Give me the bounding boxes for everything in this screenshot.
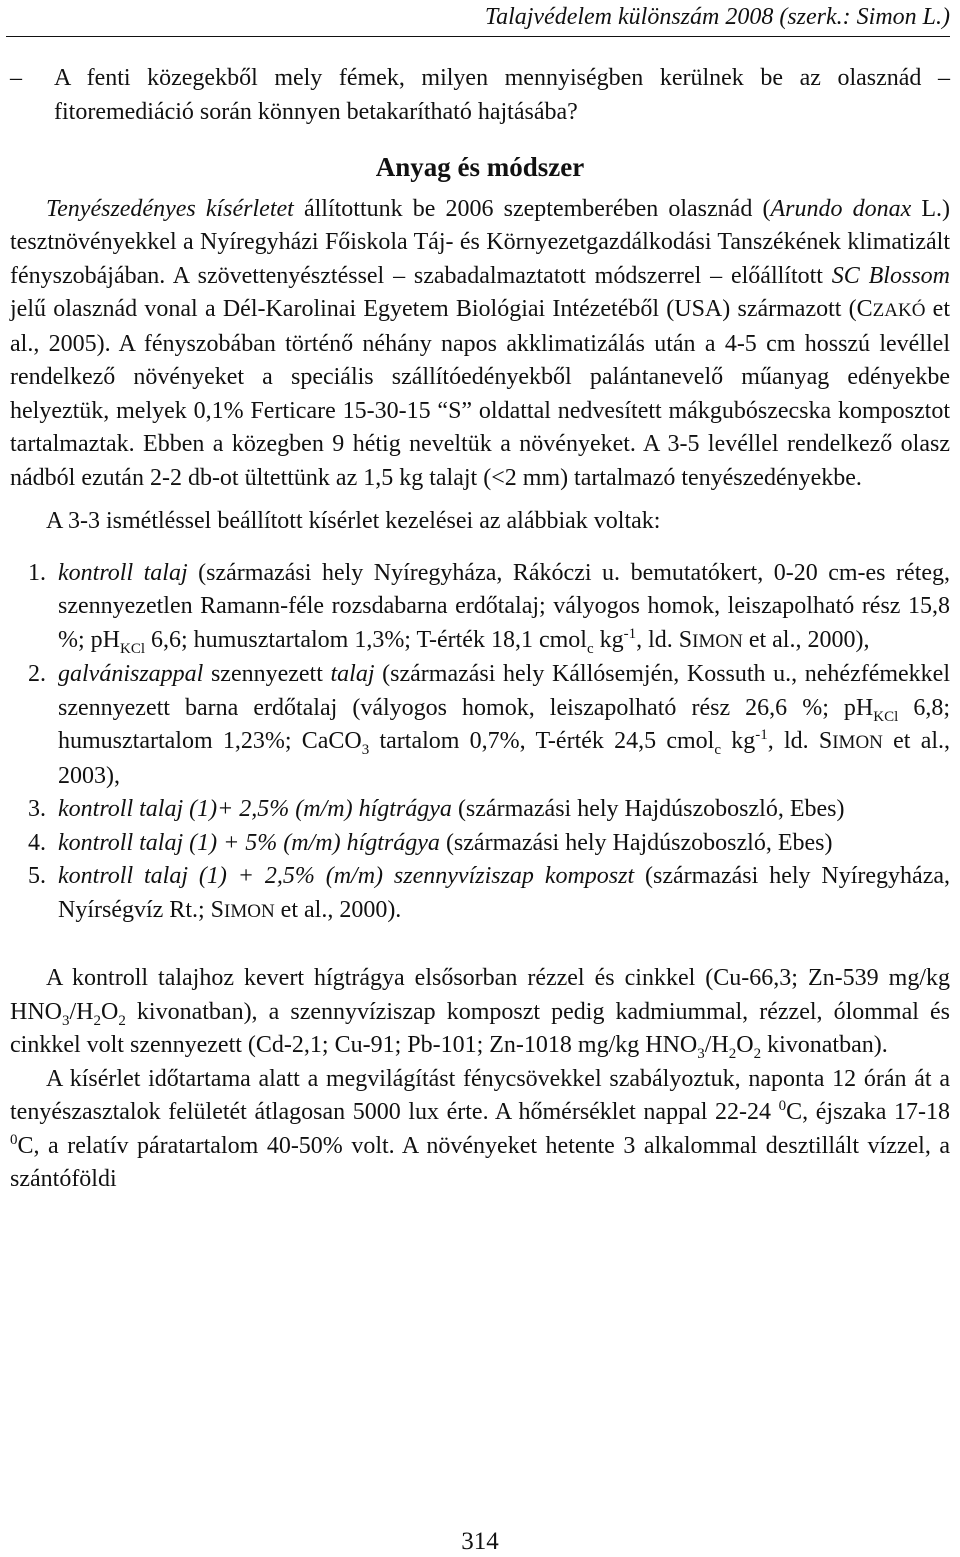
paragraph-text: A kísérlet időtartama alatt a megvilágítást fénycsövekkel szabályoztuk, naponta 12 órán át a tenyészasztalok felületét átlagosan 5000 lux érte. A hőmérséklet nappal 22-24 [10,1065,950,1125]
superscript: -1 [623,625,637,642]
item-text: (származási hely Nyíregyháza, Nyírségvíz Rt.; S [58,863,951,923]
conditions-paragraph [10,1063,950,1197]
treatment-name: galvániszappal [58,661,204,687]
page-body [10,62,950,1197]
intro-bullet-text: A fenti közegekből mely fémek, milyen mennyiségben kerülnek be az olasznád – fitoremediáció során könnyen betakarítható hajtásába? [54,65,950,125]
subscript: c [586,640,594,657]
species-name: Arundo donax [770,195,912,222]
list-item [10,793,950,827]
item-number: 5. [28,863,46,889]
author-smallcaps: IMON [692,630,743,652]
subscript: 2 [753,1045,762,1062]
contamination-paragraph [10,962,950,1063]
item-number: 2. [28,661,46,687]
paragraph-text: /H [704,1032,729,1058]
subscript: 3 [697,1045,705,1062]
treatment-name: kontroll talaj (1) + 2,5% (m/m) szennyvíziszap komposzt [58,863,635,889]
item-text: , ld. S [636,626,693,653]
paragraph-text: L.) tesztnövényekkel a Nyíregyházi Főiskola Táj- és Környezetgazdálkodási Tanszékének klimatizált fényszobájában. A szövettenyésztéssel – szabadalmaztatott módszerrel – előállított [10,195,950,289]
item-text: (származási hely Hajdúszoboszló, Ebes) [451,796,845,822]
methods-paragraph [10,193,950,496]
experiment-term: Tenyészedényes kísérletet [46,195,294,222]
treatment-list [10,557,950,929]
superscript: -1 [755,727,768,743]
paragraph-text: A kontroll talajhoz kevert hígtrágya elsősorban rézzel és cinkkel (Cu-66,3; Zn-539 mg/kg HNO [10,965,950,1025]
subscript: 3 [361,741,370,758]
intro-bullet [10,62,950,129]
variety-name: SC Blossom [831,262,950,289]
subscript: KCl [873,708,899,725]
author-smallcaps: ZAKÓ [872,300,926,321]
treatment-name: kontroll talaj [58,559,188,586]
paragraph-text: kivonatban), a szennyvíziszap komposzt pedig kadmiummal, rézzel, ólommal és cinkkel volt szennyezett (Cd-2,1; Cu-91; Pb-101; Zn-1018 mg/kg HNO [10,998,950,1058]
item-text: kg [721,728,756,754]
author-smallcaps: IMON [224,900,275,922]
paragraph-text: O [101,998,119,1025]
subscript: 2 [118,1012,126,1029]
list-item [10,860,950,928]
superscript: 0 [778,1098,787,1114]
paragraph-text: kivonatban). [761,1032,888,1058]
item-text: (származási hely Kállósemjén, Kossuth u., nehézfémekkel szennyezett barna erdőtalaj (vályogos homok, leiszapolható rész 26,6 %; pH [58,661,951,721]
list-item [10,658,950,793]
subscript: 2 [93,1012,101,1029]
item-text: (származási hely Hajdúszoboszló, Ebes) [439,829,833,856]
list-item [10,557,950,659]
item-text: szennyezett [203,661,331,687]
paragraph-text: állítottunk be 2006 szeptemberében olasznád ( [293,195,771,222]
subscript: 3 [62,1012,70,1029]
item-text: , ld. S [767,728,833,754]
list-item [10,827,950,861]
paragraph-text: et al., 2005). A fényszobában történő néhány napos akklimatizálás után a 4-5 cm hosszú levéllel rendelkező növényeket a speciális szállítóedényekből palántanevelő műanyag edényekbe helyeztük, melyek 0,1% Ferticare 15-30-15 “S” oldattal nedvesített mákgubószecska komposztot tartalmaztak. Ebben a közegben 9 hétig neveltük a növényeket. A 3-5 levéllel rendelkező olasz nádból ezután 2-2 db-ot ültettünk az 1,5 kg talajt (<2 mm) tartalmazó tenyészedényekbe. [10,296,950,491]
item-text: et al., 2000), [742,626,870,653]
paragraph-text: /H [69,998,94,1025]
item-text: 6,8; humusztartalom 1,23%; CaCO [58,694,950,754]
paragraph-text: C, a relatív páratartalom 40-50% volt. A növényeket hetente 3 alkalommal desztillált vízzel, a szántóföldi [10,1132,950,1192]
author-smallcaps: IMON [832,732,883,753]
superscript: 0 [10,1131,18,1148]
bullet-dash: – [10,65,22,91]
treatment-name: kontroll talaj (1) + 5% (m/m) hígtrágya [58,829,440,856]
item-number: 3. [28,796,46,822]
item-text: tartalom 0,7%, T-érték 24,5 cmol [369,728,715,754]
item-text: kg [593,626,624,653]
item-text: (származási hely Nyíregyháza, Rákóczi u. bemutatókert, 0-20 cm-es réteg, szennyezetlen Ramann-féle rozsdabarna erdőtalaj; vályogos homok, leiszapolható rész 15,8 %; pH [58,559,951,653]
item-text: et al., 2003), [58,728,951,789]
subscript: 2 [728,1045,737,1062]
running-header: Talajvédelem különszám 2008 (szerk.: Simon L.) [484,4,950,30]
item-text: et al., 2000). [274,896,402,923]
page-number: 314 [461,1528,499,1555]
subscript: c [714,741,722,758]
paragraph-text: C, éjszaka 17-18 [786,1099,950,1125]
header-divider [6,36,950,37]
item-number: 4. [28,829,46,856]
treatment-name: kontroll talaj (1)+ 2,5% (m/m) hígtrágya [58,796,452,822]
treatment-intro: A 3-3 ismétléssel beállított kísérlet kezelései az alábbiak voltak: [46,508,661,534]
paragraph-text: O [736,1032,754,1058]
paragraph-text: jelű olasznád vonal a Dél-Karolinai Egyetem Biológiai Intézetéből (USA) származott (C [10,296,873,322]
subscript: KCl [120,640,146,657]
item-number: 1. [28,559,46,586]
item-text: 6,6; humusztartalom 1,3%; T-érték 18,1 cmol [145,626,587,653]
section-title: Anyag és módszer [375,152,585,182]
treatment-name: talaj [330,661,375,687]
